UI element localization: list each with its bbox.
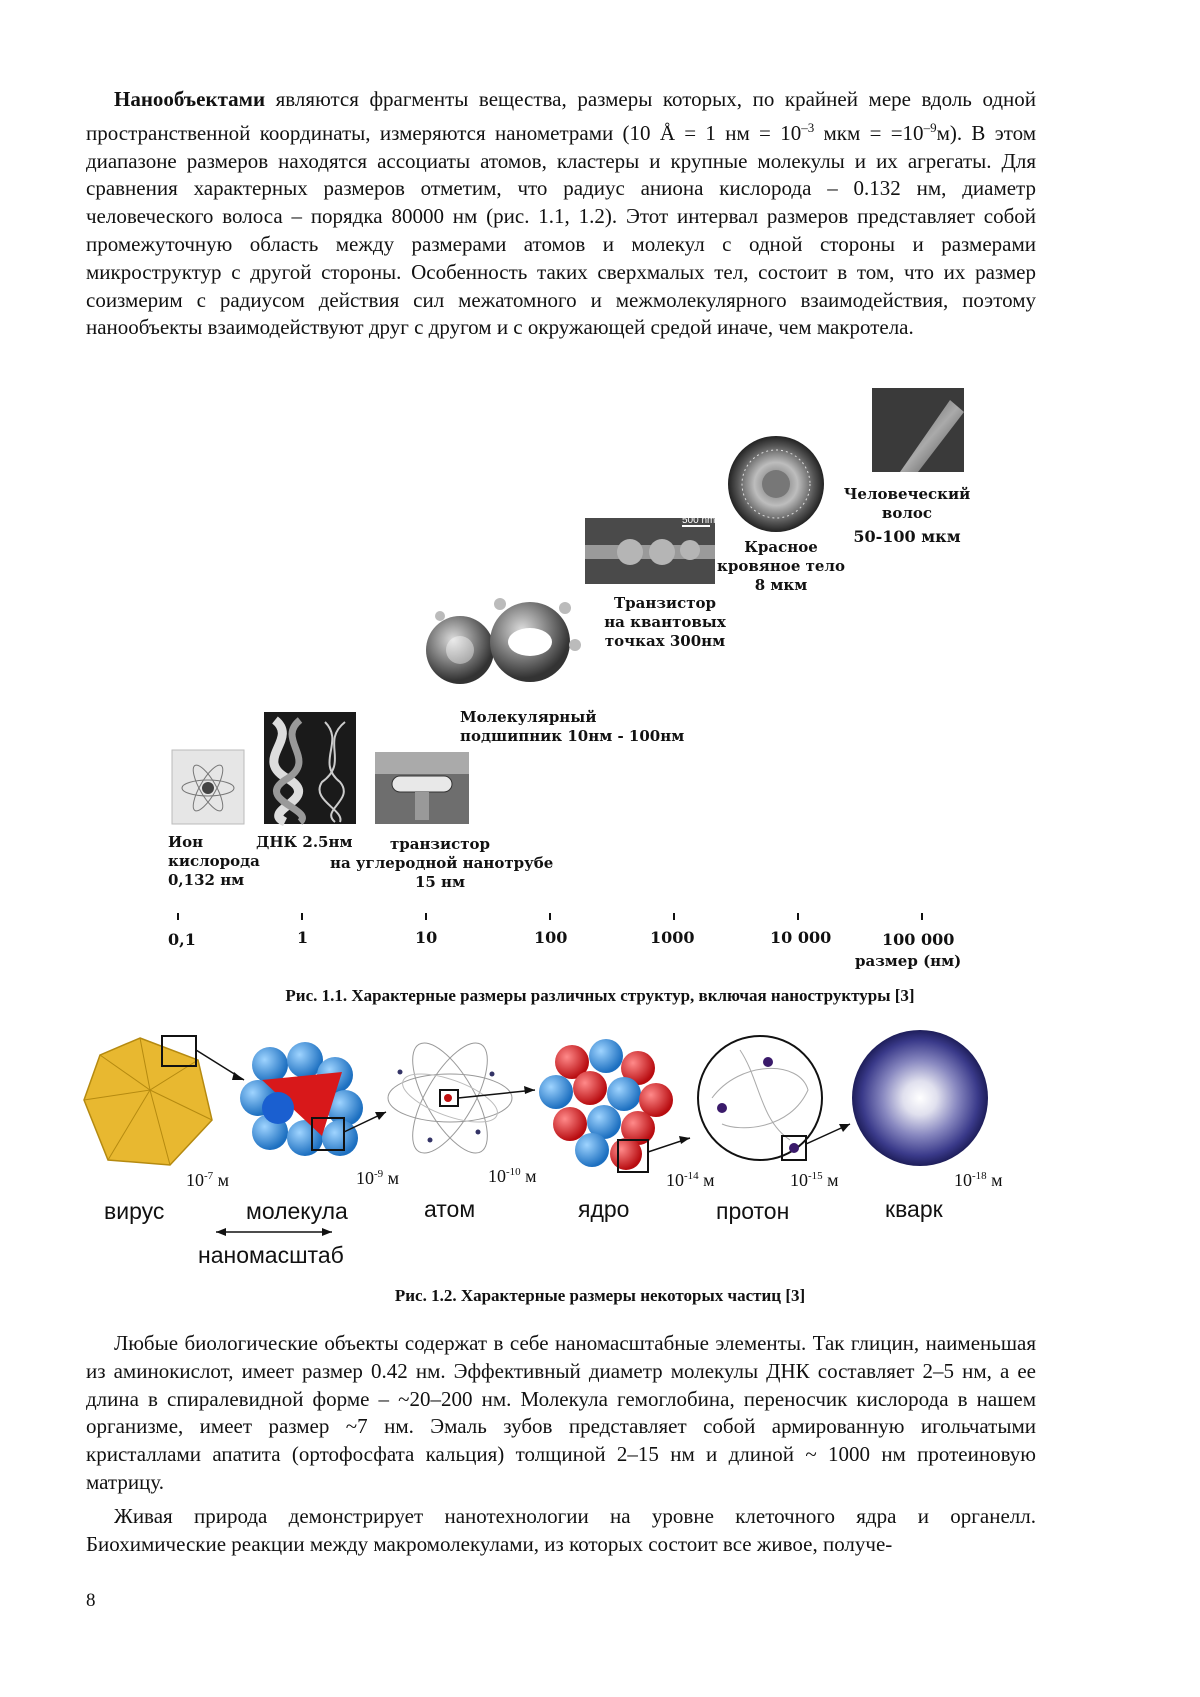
page-number: 8 bbox=[86, 1590, 96, 1611]
intro-paragraph: Нанообъектами являются фрагменты вещества, размеры которых, по крайней мере вдоль одной пространственной координаты, измеряются нанометрами (10 Å = 1 нм = $10^{-3}$ мкм = $=10^{-9}м$). В этом диапазоне размеров находятся ассоциаты атомов, кластеры и крупные молекулы и их агрегаты. Для сравнения характерных размеров отметим, что радиус аниона кислорода – 0.132 нм, диаметр человеческого волоса – порядка 80000 нм (рис. 1.1, 1.2). Этот интервал размеров представляет собой промежуточную область между размерами атомов и молекул с одной стороны и размерами микроструктур с другой стороны. Особенность таких сверхмалых тел, состоит в том, что их размер соизмерим с радиусом действия сил межатомного и межмолекулярного взаимодействия, поэтому нанообъекты взаимодействуют друг с другом и с окружающей средой иначе, чем макротела. bbox=[86, 87, 1036, 340]
molecule-size: $10^{-9}$ м bbox=[356, 1168, 400, 1188]
nucleus-image bbox=[539, 1039, 673, 1172]
label-red-blood-cell: Красное кровяное тело 8 мкм bbox=[717, 538, 845, 594]
nanotube-transistor-image bbox=[375, 752, 469, 824]
axis-tick-label: 100 bbox=[534, 928, 568, 947]
nanoscale-label: наномасштаб bbox=[198, 1242, 344, 1268]
axis-tick-label: 0,1 bbox=[168, 930, 196, 949]
axis-tick-label: 100 000 bbox=[882, 930, 955, 949]
nature-paragraph: Живая природа демонстрирует нанотехнологии на уровне клеточного ядра и органелл. Биохимические реакции между макромолекулами, из которых состоит все живое, получе- bbox=[86, 1504, 1036, 1556]
quark-size: $10^{-18}$ м bbox=[954, 1170, 1003, 1190]
atom-size: $10^{-10}$ м bbox=[488, 1166, 537, 1186]
label-molecular-bearing: Молекулярный подшипник 10нм - 100нм bbox=[460, 708, 685, 745]
figure-particle-sizes bbox=[0, 1020, 1200, 1268]
proton-image bbox=[698, 1036, 822, 1160]
axis-unit-label: размер (нм) bbox=[855, 952, 962, 970]
virus-image bbox=[84, 1036, 212, 1165]
axis-tick-label: 10 000 bbox=[770, 928, 832, 947]
axis-tick-label: 10 bbox=[415, 928, 438, 947]
label-nanotube-transistor: транзистор на углеродной нанотрубе 15 нм bbox=[330, 835, 554, 891]
figure2-caption: Рис. 1.2. Характерные размеры некоторых частиц [3] bbox=[394, 1286, 806, 1305]
scale-bar-label: 500 nm bbox=[682, 515, 716, 526]
particle-label-nucleus: ядро bbox=[578, 1196, 630, 1222]
figure-size-scale bbox=[0, 380, 1200, 970]
arrow-atom-to-nucleus bbox=[458, 1090, 535, 1098]
label-human-hair: Человеческий волос 50-100 мкм bbox=[843, 485, 971, 546]
quark-image bbox=[852, 1030, 988, 1166]
oxygen-ion-image bbox=[172, 750, 244, 824]
figure1-caption: Рис. 1.1. Характерные размеры различных структур, включая наноструктуры [3] bbox=[285, 986, 915, 1005]
size-axis bbox=[178, 913, 940, 920]
label-oxygen-ion: Ион кислорода 0,132 нм bbox=[168, 833, 260, 889]
molecular-bearing-image bbox=[426, 598, 581, 684]
molecule-image bbox=[240, 1042, 363, 1156]
quantum-dot-transistor-image bbox=[585, 515, 715, 584]
term-nanoobjects: Нанообъектами bbox=[114, 87, 266, 111]
figure-particle-graphics bbox=[0, 1020, 1200, 1260]
axis-tick-label: 1 bbox=[297, 928, 309, 947]
dna-image bbox=[264, 712, 356, 824]
biology-paragraph: Любые биологические объекты содержат в себе наномасштабные элементы. Так глицин, наименьшая из аминокислот, имеет размер 0.42 нм. Эффективный диаметр молекулы ДНК составляет 2–5 нм, а ее длина в спиралевидной форме – ~20–200 нм. Молекула гемоглобина, переносчик кислорода в нашем организме, имеет размер ~7 нм. Эмаль зубов представляет собой армированную игольчатыми кристаллами апатита (ортофосфата кальция) толщиной 2–15 нм и длиной ~ 1000 нм протеиновую матрицу. bbox=[86, 1331, 1036, 1494]
particle-label-quark: кварк bbox=[885, 1196, 943, 1222]
human-hair-image bbox=[872, 388, 964, 472]
virus-size: $10^{-7}$ м bbox=[186, 1170, 230, 1190]
particle-label-proton: протон bbox=[716, 1198, 790, 1224]
axis-tick-label: 1000 bbox=[650, 928, 695, 947]
label-dna: ДНК 2.5нм bbox=[256, 833, 353, 851]
proton-size: $10^{-15}$ м bbox=[790, 1170, 839, 1190]
nucleus-size: $10^{-14}$ м bbox=[666, 1170, 715, 1190]
particle-label-virus: вирус bbox=[104, 1198, 165, 1224]
label-quantum-dot-transistor: Транзистор на квантовых точках 300нм bbox=[604, 594, 726, 650]
red-blood-cell-image bbox=[728, 436, 824, 532]
particle-label-molecule: молекула bbox=[246, 1198, 348, 1224]
atom-image bbox=[388, 1032, 512, 1163]
nanoscale-arrow bbox=[216, 1228, 332, 1236]
particle-label-atom: атом bbox=[424, 1196, 476, 1222]
